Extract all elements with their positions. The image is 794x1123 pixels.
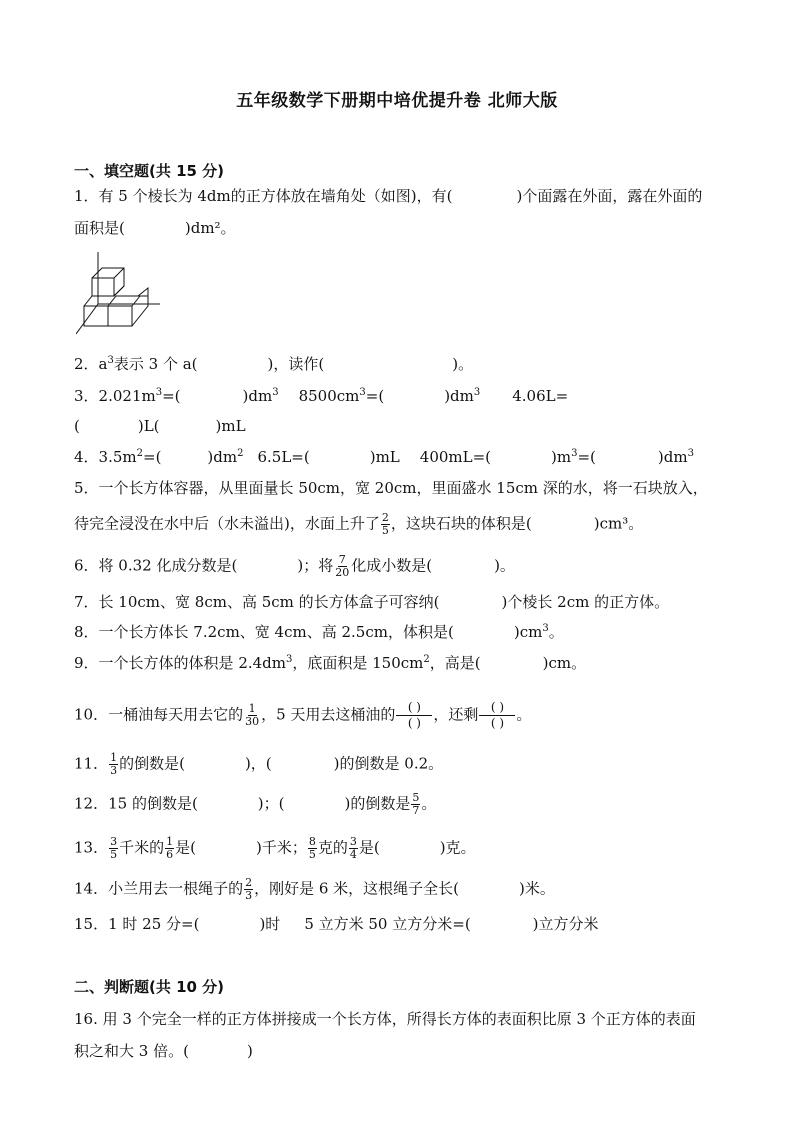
page-title: 五年级数学下册期中培优提升卷 北师大版 (236, 91, 558, 111)
question-2: 2．$a^3$表示 3 个 a( )，读作( )。 (74, 355, 474, 373)
question-9: 9．一个长方体的体积是 $2.4dm^3$，底面积是 $150cm^2$，高是( )cm。 (74, 654, 587, 672)
question-15: 15．1 时 25 分=( )时 5 立方米 50 立方分米=( )立方分米 (74, 915, 599, 933)
fraction: $\frac{1}{30}$ (245, 702, 260, 728)
fraction: $\frac{1}{6}$ (166, 835, 174, 861)
question-4: 4．$3.5m^2=$( )$dm^2$ 6.5L=( )mL 400mL=( )$m^3=$( )$dm^3$ (74, 448, 694, 466)
fraction: $\frac{2}{5}$ (381, 511, 389, 537)
question-7: 7．长 10cm、宽 8cm、高 5cm 的长方体盒子可容纳( )个棱长 2cm 的正方体。 (74, 593, 670, 611)
fraction: $\frac{5}{7}$ (412, 791, 420, 817)
section-heading-fill-blank: 一、填空题(共 15 分) (74, 162, 225, 180)
question-12: 12．15 的倒数是( )；( )的倒数是 $\frac{5}{7}$ 。 (74, 791, 437, 817)
question-16-line-2: 积之和大 3 倍。( ) (74, 1042, 253, 1060)
question-14: 14．小兰用去一根绳子的 $\frac{2}{3}$ ，刚好是 6 米，这根绳子全长( )米。 (74, 876, 555, 902)
cube-stack-figure (76, 248, 166, 338)
question-1-line-1: 1．有 5 个棱长为 4dm的正方体放在墙角处（如图)，有( )个面露在外面，露在外面的 (74, 187, 703, 205)
fraction: $\frac{8}{5}$ (308, 835, 316, 861)
fraction: $\frac{3}{4}$ (349, 835, 357, 861)
question-13: 13． $\frac{3}{5}$ 千米的 $\frac{1}{6}$ 是( )千米； $\frac{8}{5}$ 克的 $\frac{3}{4}$ 是( )克。 (74, 835, 476, 861)
fraction: $\frac{1}{3}$ (110, 751, 118, 777)
question-3-line-2: ( )L( )mL (74, 417, 246, 435)
section-heading-true-false: 二、判断题(共 10 分) (74, 978, 225, 996)
question-3-line-1: 3．$2.021m^3=$( )$dm^3$ $8500cm^3=$( )$dm^3$ 4.06L= (74, 387, 569, 405)
question-16-line-1: 16. 用 3 个完全一样的正方体拼接成一个长方体，所得长方体的表面积比原 3 个正方体的表面 (74, 1010, 696, 1028)
question-1-line-2: 面积是( )dm²。 (74, 219, 236, 237)
question-5-line-1: 5．一个长方体容器，从里面量长 50cm，宽 20cm，里面盛水 15cm 深的水，将一石块放入， (74, 479, 708, 497)
blank-fraction: $\frac{( )}{( )}$ (479, 700, 515, 731)
question-5-line-2: 待完全浸没在水中后（水未溢出)，水面上升了 $\frac{2}{5}$ ，这块石块的体积是( )cm³。 (74, 511, 644, 537)
blank-fraction: $\frac{( )}{( )}$ (396, 700, 432, 731)
question-8: 8．一个长方体长 7.2cm、宽 4cm、高 2.5cm，体积是( )$cm^3$。 (74, 623, 564, 641)
fraction: $\frac{2}{3}$ (245, 876, 253, 902)
fraction: $\frac{3}{5}$ (110, 835, 118, 861)
question-11: 11． $\frac{1}{3}$ 的倒数是( )，( )的倒数是 0.2。 (74, 751, 444, 777)
fraction: $\frac{7}{20}$ (335, 553, 350, 579)
question-6: 6．将 0.32 化成分数是( )；将 $\frac{7}{20}$ 化成小数是( )。 (74, 553, 515, 579)
question-10: 10．一桶油每天用去它的 $\frac{1}{30}$ ，5 天用去这桶油的 $\frac{( )}{( )}$ ，还剩 $\frac{( )}{( )}$ 。 (74, 700, 532, 730)
